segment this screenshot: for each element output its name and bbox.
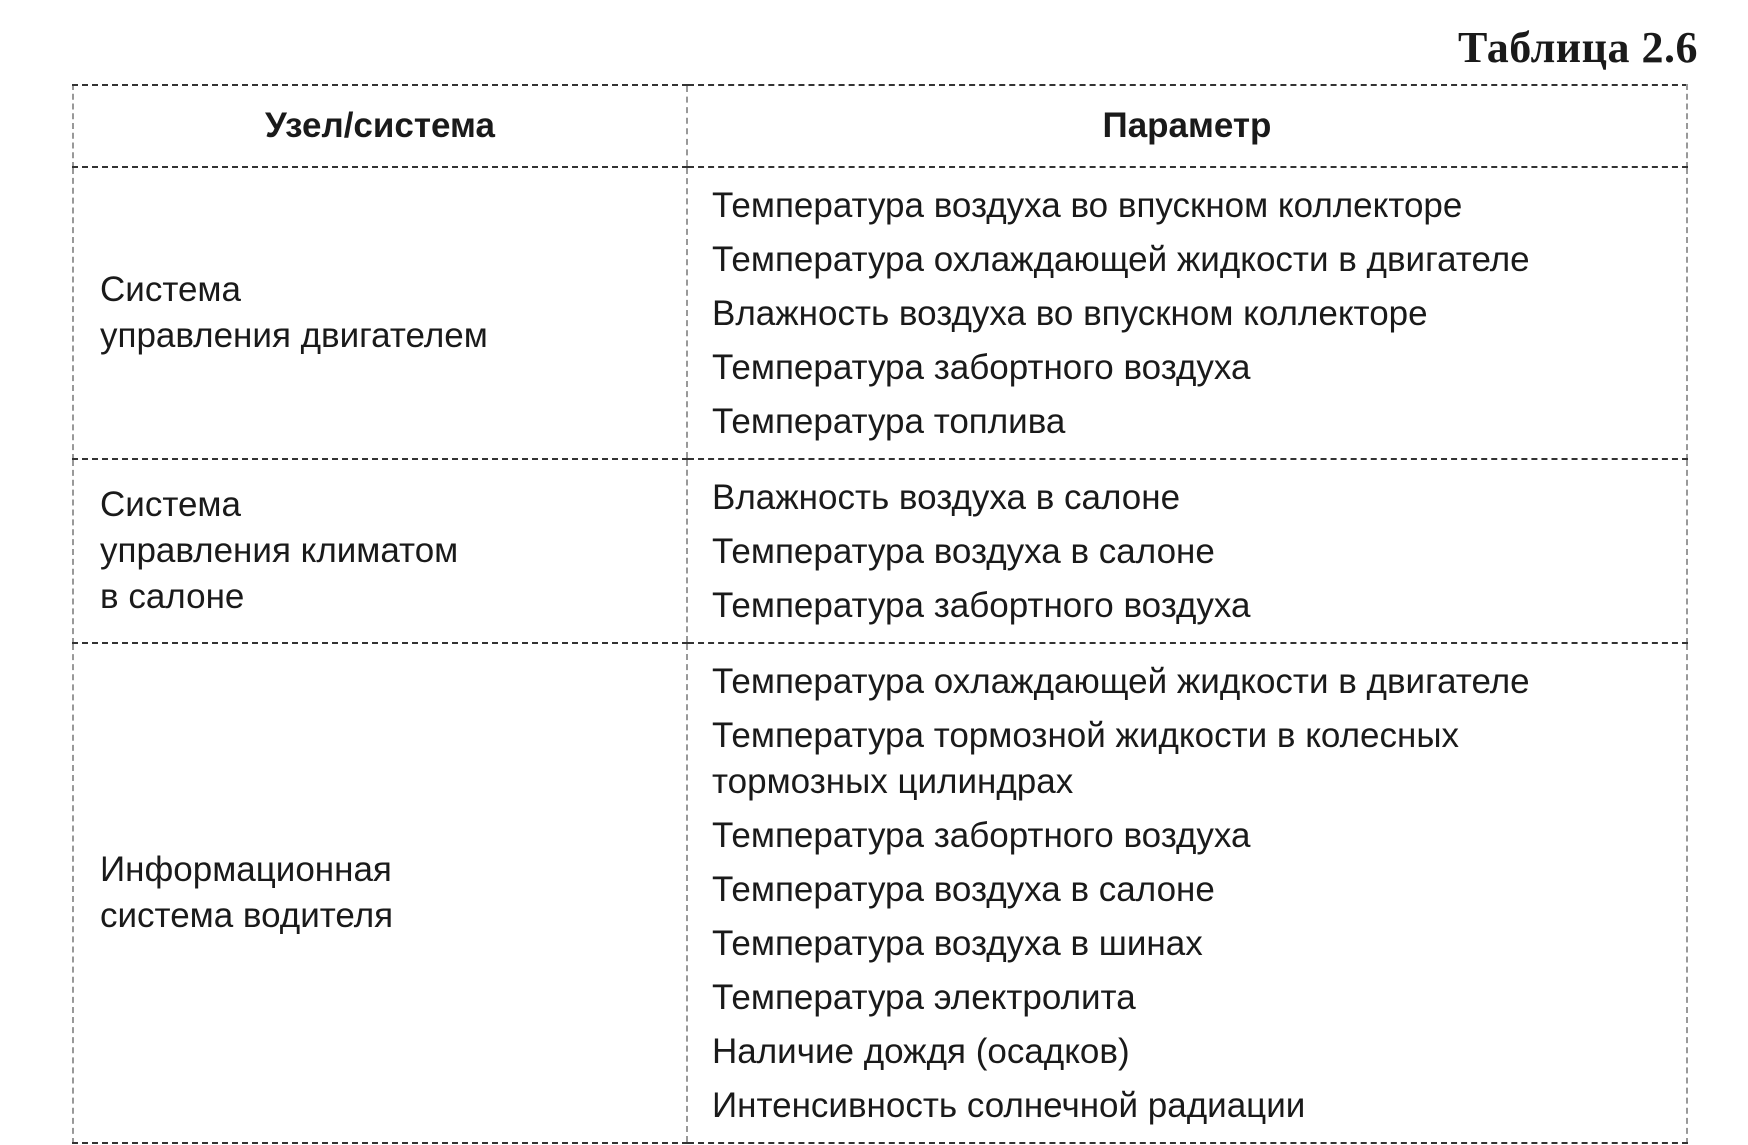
table-header-row [73, 85, 1687, 167]
system-cell [73, 459, 687, 643]
parameters-table [72, 84, 1688, 1144]
parameter-item: Температура воздуха во впускном коллекторе [712, 186, 1463, 225]
system-name-line: Информационная [100, 850, 392, 889]
parameter-item: Температура охлаждающей жидкости в двигателе [712, 240, 1530, 279]
header-parameter: Параметр [687, 85, 1687, 167]
group-driver-information [73, 643, 1687, 1143]
parameter-item: Температура забортного воздуха [712, 586, 1251, 625]
parameter-item: Температура охлаждающей жидкости в двигателе [712, 662, 1530, 701]
group-climate-control [73, 459, 1687, 643]
parameter-item: Интенсивность солнечной радиации [712, 1086, 1306, 1125]
parameter-item: Влажность воздуха в салоне [712, 478, 1181, 517]
parameter-item: Влажность воздуха во впускном коллекторе [712, 294, 1428, 333]
table-row [73, 459, 1687, 643]
parameter-item: Температура забортного воздуха [712, 348, 1251, 387]
table-caption: Таблица 2.6 [1457, 23, 1698, 72]
parameter-item: Температура воздуха в салоне [712, 532, 1215, 571]
system-name-line: управления двигателем [100, 316, 488, 355]
system-cell [73, 643, 687, 1143]
system-cell [73, 167, 687, 459]
system-name-line: система водителя [100, 896, 394, 935]
group-engine-control [73, 167, 1687, 459]
system-name-line: Система [100, 270, 241, 309]
system-name-line: Система [100, 485, 241, 524]
parameter-item: Температура воздуха в шинах [712, 924, 1203, 963]
parameter-cell [687, 643, 1687, 1143]
parameter-item: Температура забортного воздуха [712, 816, 1251, 855]
table-row [73, 167, 1687, 459]
system-name-line: управления климатом [100, 531, 459, 570]
parameter-cell [687, 459, 1687, 643]
parameter-item: Температура топлива [712, 402, 1066, 441]
parameter-cell [687, 167, 1687, 459]
table-row [73, 643, 1687, 1143]
header-system: Узел/система [73, 85, 687, 167]
parameter-item: Температура тормозной жидкости в колесных тормозных цилиндрах [712, 716, 1459, 801]
parameter-item: Наличие дождя (осадков) [712, 1032, 1130, 1071]
system-name-line: в салоне [100, 577, 245, 616]
parameter-item: Температура воздуха в салоне [712, 870, 1215, 909]
parameter-item: Температура электролита [712, 978, 1136, 1017]
